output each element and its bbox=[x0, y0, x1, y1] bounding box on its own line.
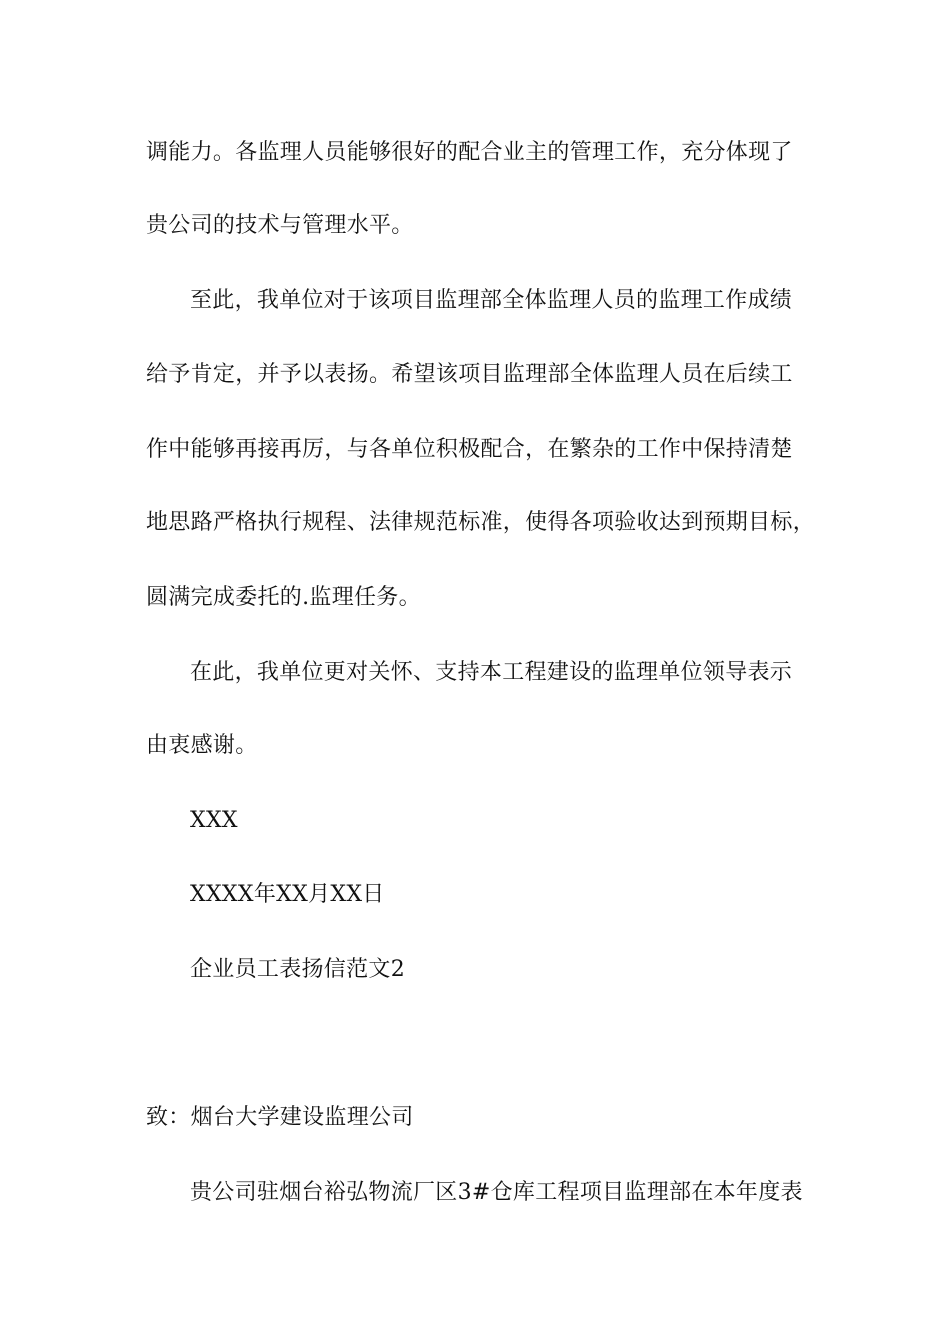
paragraph-line-body-start: 贵公司驻烟台裕弘物流厂区3#仓库工程项目监理部在本年度表 bbox=[190, 1180, 803, 1205]
paragraph-line-4: 给予肯定，并予以表扬。希望该项目监理部全体监理人员在后续工 bbox=[146, 362, 793, 387]
paragraph-line-3: 至此，我单位对于该项目监理部全体监理人员的监理工作成绩 bbox=[190, 288, 793, 313]
signature-date: XXXX年XX月XX日 bbox=[190, 882, 385, 907]
section-heading: 企业员工表扬信范文2 bbox=[190, 957, 405, 982]
paragraph-line-5: 作中能够再接再厉，与各单位积极配合，在繁杂的工作中保持清楚 bbox=[146, 437, 793, 462]
paragraph-line-8: 在此，我单位更对关怀、支持本工程建设的监理单位领导表示 bbox=[190, 660, 793, 685]
paragraph-line-6: 地思路严格执行规程、法律规范标准，使得各项验收达到预期目标， bbox=[146, 510, 816, 535]
paragraph-line-9: 由衷感谢。 bbox=[146, 733, 258, 758]
paragraph-line-2: 贵公司的技术与管理水平。 bbox=[146, 213, 414, 238]
paragraph-line-1: 调能力。各监理人员能够很好的配合业主的管理工作，充分体现了 bbox=[146, 140, 793, 165]
salutation: 致：烟台大学建设监理公司 bbox=[146, 1105, 414, 1130]
paragraph-line-7: 圆满完成委托的.监理任务。 bbox=[146, 585, 421, 610]
signature-name: XXX bbox=[190, 808, 238, 833]
